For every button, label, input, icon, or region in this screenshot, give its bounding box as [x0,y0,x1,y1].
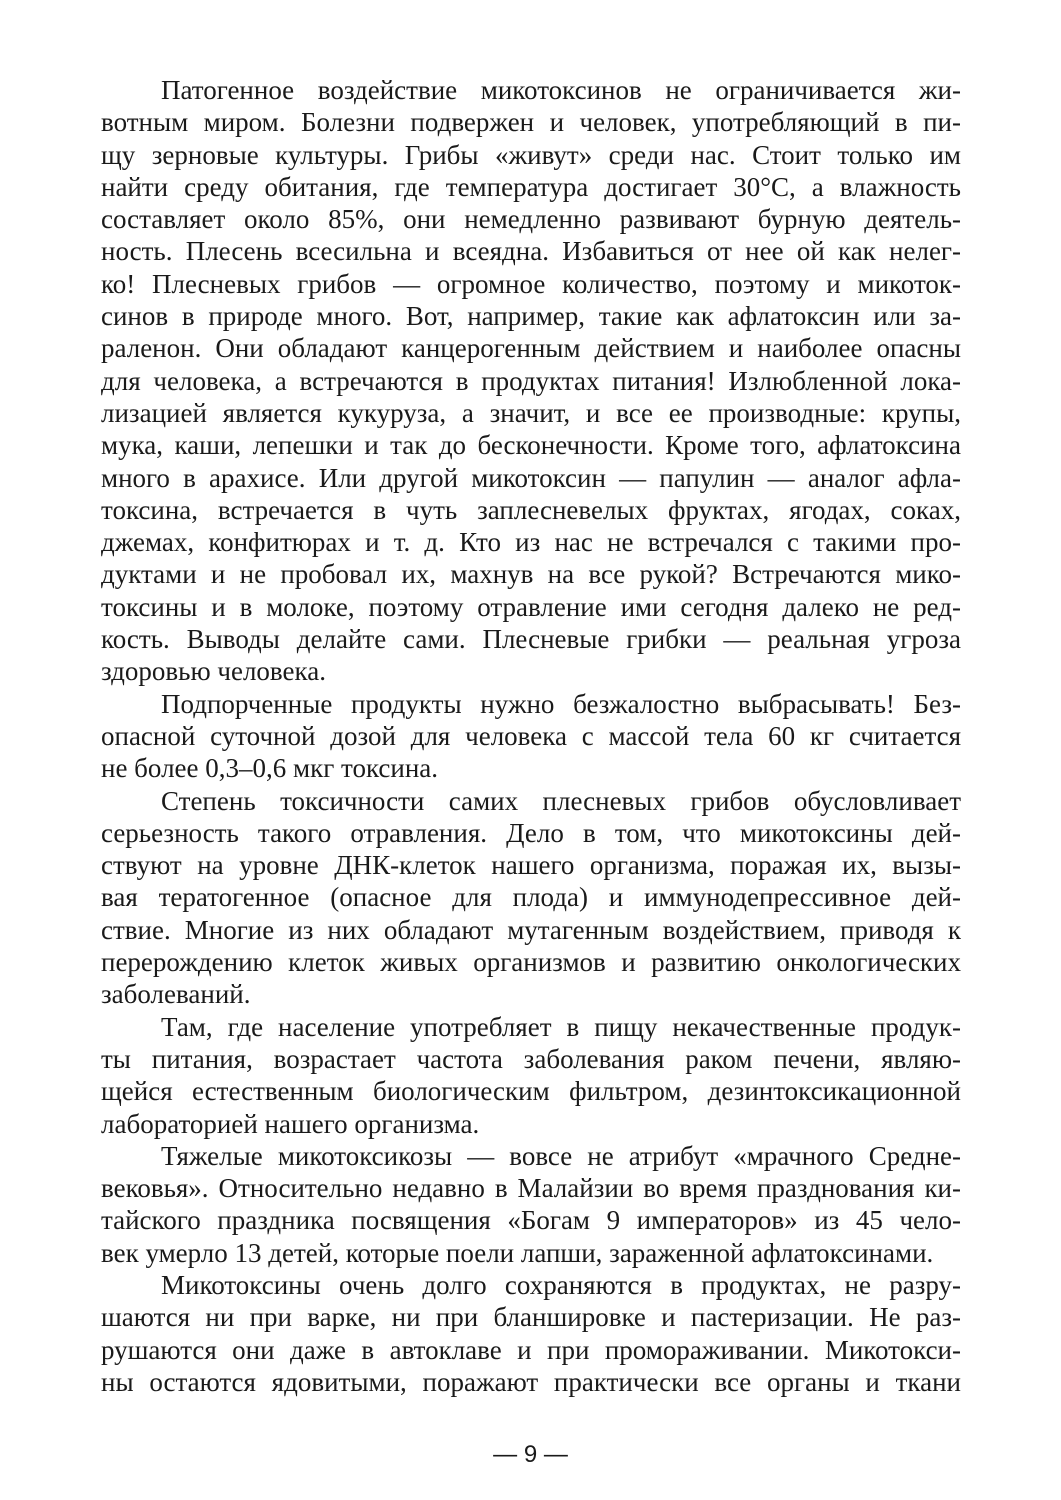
text-line: рушаются они даже в автоклаве и при промораживании. Микотокси- [101,1334,961,1365]
text-line: раленон. Они обладают канцерогенным действием и наиболее опасны [101,333,961,364]
text-line: лизацией является кукуруза, а значит, и все ее производные: крупы, [101,397,961,428]
text-line: вая тератогенное (опасное для плода) и иммунодепрессивное дей- [101,882,961,913]
text-line: шаются ни при варке, ни при бланшировке и пастеризации. Не раз- [101,1302,961,1333]
text-line: много в арахисе. Или другой микотоксин — папулин — аналог афла- [101,462,961,493]
text-line: век умерло 13 детей, которые поели лапши, зараженной афлатоксинами. [101,1237,934,1268]
text-line: лабораторией нашего организма. [101,1108,480,1139]
text-line: ность. Плесень всесильна и всеядна. Избавиться от нее ой как нелег- [101,236,961,267]
text-line: не более 0,3–0,6 мкг токсина. [101,753,439,784]
paragraph [101,688,961,785]
text-line: найти среду обитания, где температура достигает 30°С, а влажность [101,171,961,202]
text-line: кость. Выводы делайте сами. Плесневые грибки — реальная угроза [101,624,961,655]
text-line: для человека, а встречаются в продуктах питания! Излюбленной лока- [101,365,961,396]
text-line: мука, каши, лепешки и так до бесконечности. Кроме того, афлатоксина [101,430,961,461]
paragraph [101,1269,961,1398]
text-line: вековья». Относительно недавно в Малайзии во время празднования ки- [101,1173,961,1204]
text-line: ко! Плесневых грибов — огромное количество, поэтому и микоток- [101,268,961,299]
text-line: токсины и в молоке, поэтому отравление ими сегодня далеко не ред- [101,591,961,622]
text-line: щу зерновые культуры. Грибы «живут» среди нас. Стоит только им [101,139,961,170]
body-text [101,74,961,1398]
text-line: серьезность такого отравления. Дело в том, что микотоксины дей- [101,817,961,848]
text-line: опасной суточной дозой для человека с массой тела 60 кг считается [101,720,961,751]
text-line: синов в природе много. Вот, например, такие как афлатоксин или за- [101,301,961,332]
text-line: тайского праздника посвящения «Богам 9 императоров» из 45 чело- [101,1205,961,1236]
text-line: здоровью человека. [101,656,326,687]
text-line: токсина, встречается в чуть заплесневелых фруктах, ягодах, соках, [101,494,961,525]
paragraph [101,74,961,688]
text-line: ны остаются ядовитыми, поражают практически все органы и ткани [101,1366,961,1397]
paragraph [101,1011,961,1140]
text-line: ты питания, возрастает частота заболевания раком печени, являю- [101,1043,961,1074]
paragraph [101,1140,961,1269]
text-line: ствие. Многие из них обладают мутагенным воздействием, приводя к [101,914,961,945]
text-line: заболеваний. [101,979,251,1010]
text-line: ствуют на уровне ДНК-клеток нашего организма, поражая их, вызы- [101,850,961,881]
text-line: джемах, конфитюрах и т. д. Кто из нас не встречался с такими про- [101,527,961,558]
text-line: Тяжелые микотоксикозы — вовсе не атрибут «мрачного Средне- [161,1140,961,1171]
text-line: Степень токсичности самих плесневых грибов обусловливает [161,785,961,816]
paragraph [101,785,961,1011]
text-line: щейся естественным биологическим фильтром, дезинтоксикационной [101,1076,961,1107]
text-line: Подпорченные продукты нужно безжалостно выбрасывать! Без- [161,688,961,719]
text-line: перерождению клеток живых организмов и развитию онкологических [101,947,961,978]
text-line: составляет около 85%, они немедленно развивают бурную деятель- [101,204,961,235]
text-line: Микотоксины очень долго сохраняются в продуктах, не разру- [161,1269,961,1300]
page-number: — 9 — [493,1441,568,1468]
text-line: вотным миром. Болезни подвержен и человек, употребляющий в пи- [101,107,961,138]
text-line: Патогенное воздействие микотоксинов не ограничивается жи- [161,75,961,105]
text-line: Там, где население употребляет в пищу некачественные продук- [161,1011,961,1042]
text-line: дуктами и не пробовал их, махнув на все рукой? Встречаются мико- [101,559,961,590]
